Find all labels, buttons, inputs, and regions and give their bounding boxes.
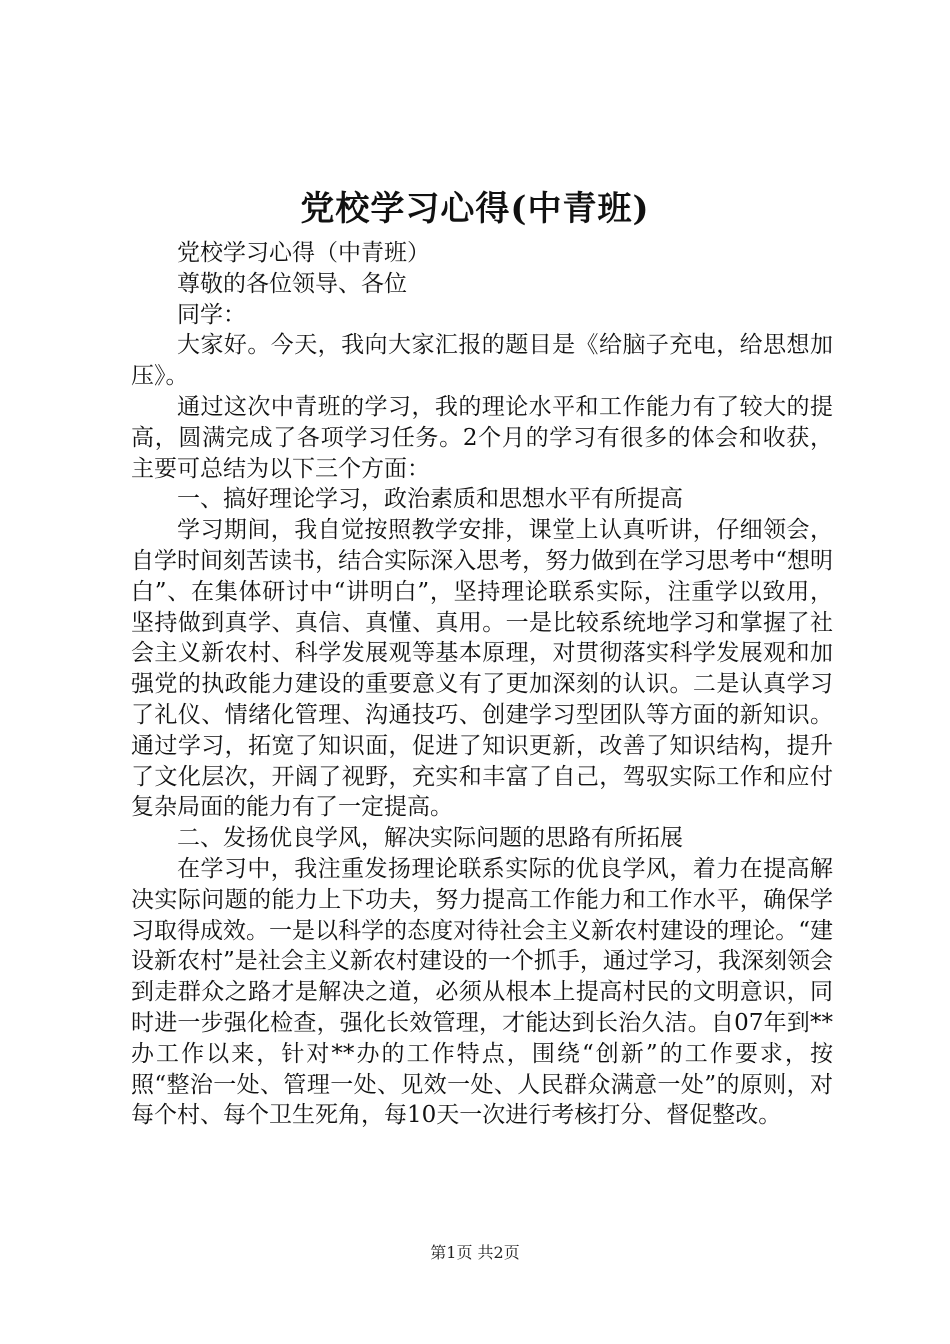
section-heading-1: 一、搞好理论学习，政治素质和思想水平有所提高 [177, 486, 683, 513]
document-body [131, 238, 833, 1131]
paragraph-section-2: 在学习中，我注重发扬理论联系实际的优良学风，着力在提高解决实际问题的能力上下功夫，努力提高工作能力和工作水平，确保学习取得成效。一是以科学的态度对待社会主义新农村建设的理论。“建设新农村”是社会主义新农村建设的一个抓手，通过学习，我深刻领会到走群众之路才是解决之道，必须从根本上提高村民的文明意识，同时进一步强化检查，强化长效管理，才能达到长治久洁。自07年到**办工作以来，针对**办的工作特点，围绕“创新”的工作要求，按照“整治一处、管理一处、见效一处、人民群众满意一处”的原则，对每个村、每个卫生死角，每10天一次进行考核打分、督促整改。 [131, 855, 833, 1129]
paragraph-section-1: 学习期间，我自觉按照教学安排，课堂上认真听讲，仔细领会，自学时间刻苦读书，结合实际深入思考，努力做到在学习思考中“想明白”、在集体研讨中“讲明白”，坚持理论联系实际，注重学以致用，坚持做到真学、真信、真懂、真用。一是比较系统地学习和掌握了社会主义新农村、科学发展观等基本原理，对贯彻落实科学发展观和加强党的执政能力建设的重要意义有了更加深刻的认识。二是认真学习了礼仪、情绪化管理、沟通技巧、创建学习型团队等方面的新知识。通过学习，拓宽了知识面，促进了知识更新，改善了知识结构，提升了文化层次，开阔了视野，充实和丰富了自己，驾驭实际工作和应付复杂局面的能力有了一定提高。 [131, 517, 833, 821]
paragraph-salutation: 尊敬的各位领导、各位 [177, 270, 407, 297]
paragraph-greeting: 大家好。今天，我向大家汇报的题目是《给脑子充电，给思想加压》。 [131, 332, 833, 390]
section-heading-2: 二、发扬优良学风，解决实际问题的思路有所拓展 [177, 825, 683, 852]
page-footer: 第1页 共2页 [430, 1243, 520, 1262]
page-title: 党校学习心得(中青班) [300, 189, 650, 229]
paragraph-intro: 通过这次中青班的学习，我的理论水平和工作能力有了较大的提高，圆满完成了各项学习任务。2个月的学习有很多的体会和收获，主要可总结为以下三个方面： [131, 393, 833, 482]
paragraph-subtitle: 党校学习心得（中青班） [177, 240, 430, 266]
paragraph-salutation-cont: 同学： [177, 301, 246, 328]
